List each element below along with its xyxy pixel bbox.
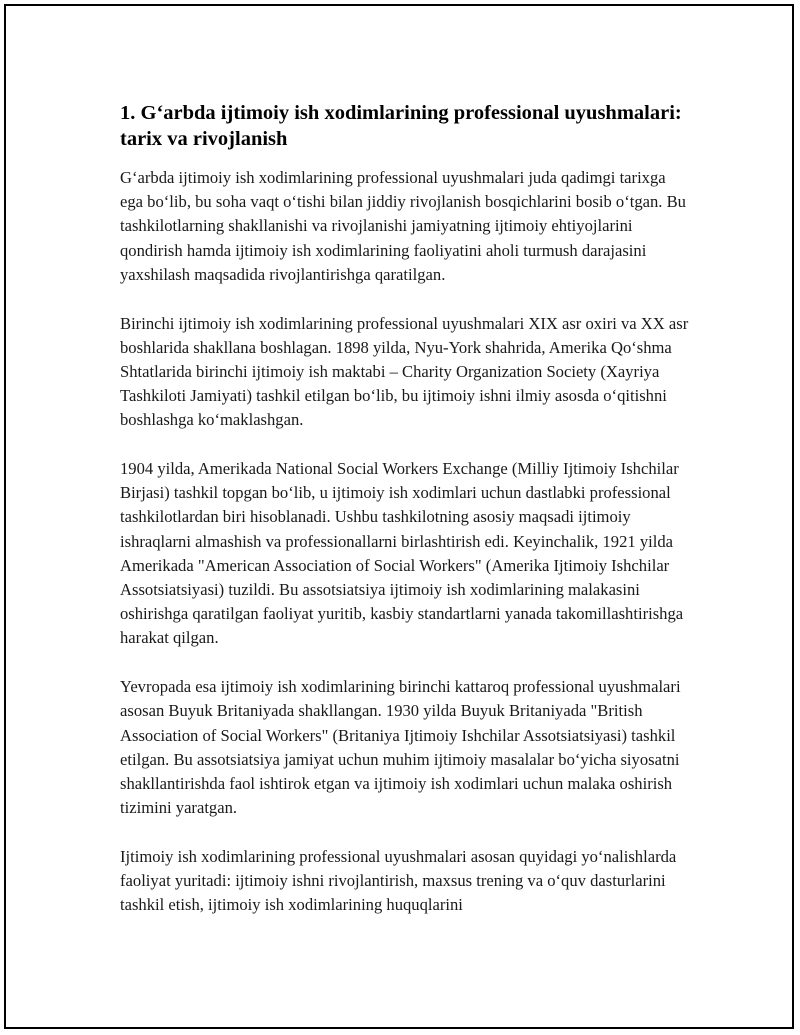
paragraph-america: 1904 yilda, Amerikada National Social Workers Exchange (Milliy Ijtimoiy Ishchilar Birjasi) tashkil topgan bo‘lib, u ijtimoiy ish xodimlari uchun dastlabki professional tashkilotlardan biri hisoblanadi. Ushbu tashkilotning asosiy maqsadi ijtimoiy ishraqlarni almashish va professionallarni birlashtirish edi. Keyinchalik, 1921 yilda Amerikada "American Association of Social Workers" (Amerika Ijtimoiy Ishchilar Assotsiatsiyasi) tuzildi. Bu assotsiatsiya ijtimoiy ish xodimlarining malakasini oshirishga qaratilgan faoliyat yuritib, kasbiy standartlarni yanada takomillashtirishga harakat qilgan. <box>120 459 684 648</box>
paragraph-europe: Yevropada esa ijtimoiy ish xodimlarining birinchi kattaroq professional uyushmalari asosan Buyuk Britaniyada shakllangan. 1930 yilda Buyuk Britaniyada "British Association of Social Workers" (Britaniya Ijtimoiy Ishchilar Assotsiatsiyasi) tashkil etilgan. Bu assotsiatsiya jamiyat uchun muhim ijtimoiy masalalar bo‘yicha siyosatni shakllantirishda faol ishtirok etgan va ijtimoiy ish xodimlari uchun malaka oshirish tizimini yaratgan. <box>120 677 681 818</box>
paragraph-activities: Ijtimoiy ish xodimlarining professional uyushmalari asosan quyidagi yo‘nalishlarda faoliyat yuritadi: ijtimoiy ishni rivojlantirish, maxsus trening va o‘quv dasturlarini tashkil etish, ijtimoiy ish xodimlarining huquqlarini <box>120 846 677 915</box>
document-body <box>120 100 692 942</box>
paragraph-first-associations: Birinchi ijtimoiy ish xodimlarining professional uyushmalari XIX asr oxiri va XX asr boshlarida shakllana boshlagan. 1898 yilda, Nyu-York shahrida, Amerika Qo‘shma Shtatlarida birinchi ijtimoiy ish maktabi – Charity Organization Society (Xayriya Tashkiloti Jamiyati) tashkil etilgan bo‘lib, bu ijtimoiy ishni ilmiy asosda o‘qitishni boshlashga ko‘maklashgan. <box>120 313 689 430</box>
paragraph-intro: G‘arbda ijtimoiy ish xodimlarining professional uyushmalari juda qadimgi tarixga ega bo‘lib, bu soha vaqt o‘tishi bilan jiddiy rivojlanish bosqichlarini bosib o‘tgan. Bu tashkilotlarning shakllanishi va rivojlanishi jamiyatning ijtimoiy ehtiyojlarini qondirish hamda ijtimoiy ish xodimlarining faoliyatini aholi turmush darajasini yaxshilash maqsadida rivojlantirishga qaratilgan. <box>120 168 686 284</box>
section-heading: 1. G‘arbda ijtimoiy ish xodimlarining professional uyushmalari: tarix va rivojlanish <box>120 102 682 150</box>
page-frame <box>4 4 794 1029</box>
